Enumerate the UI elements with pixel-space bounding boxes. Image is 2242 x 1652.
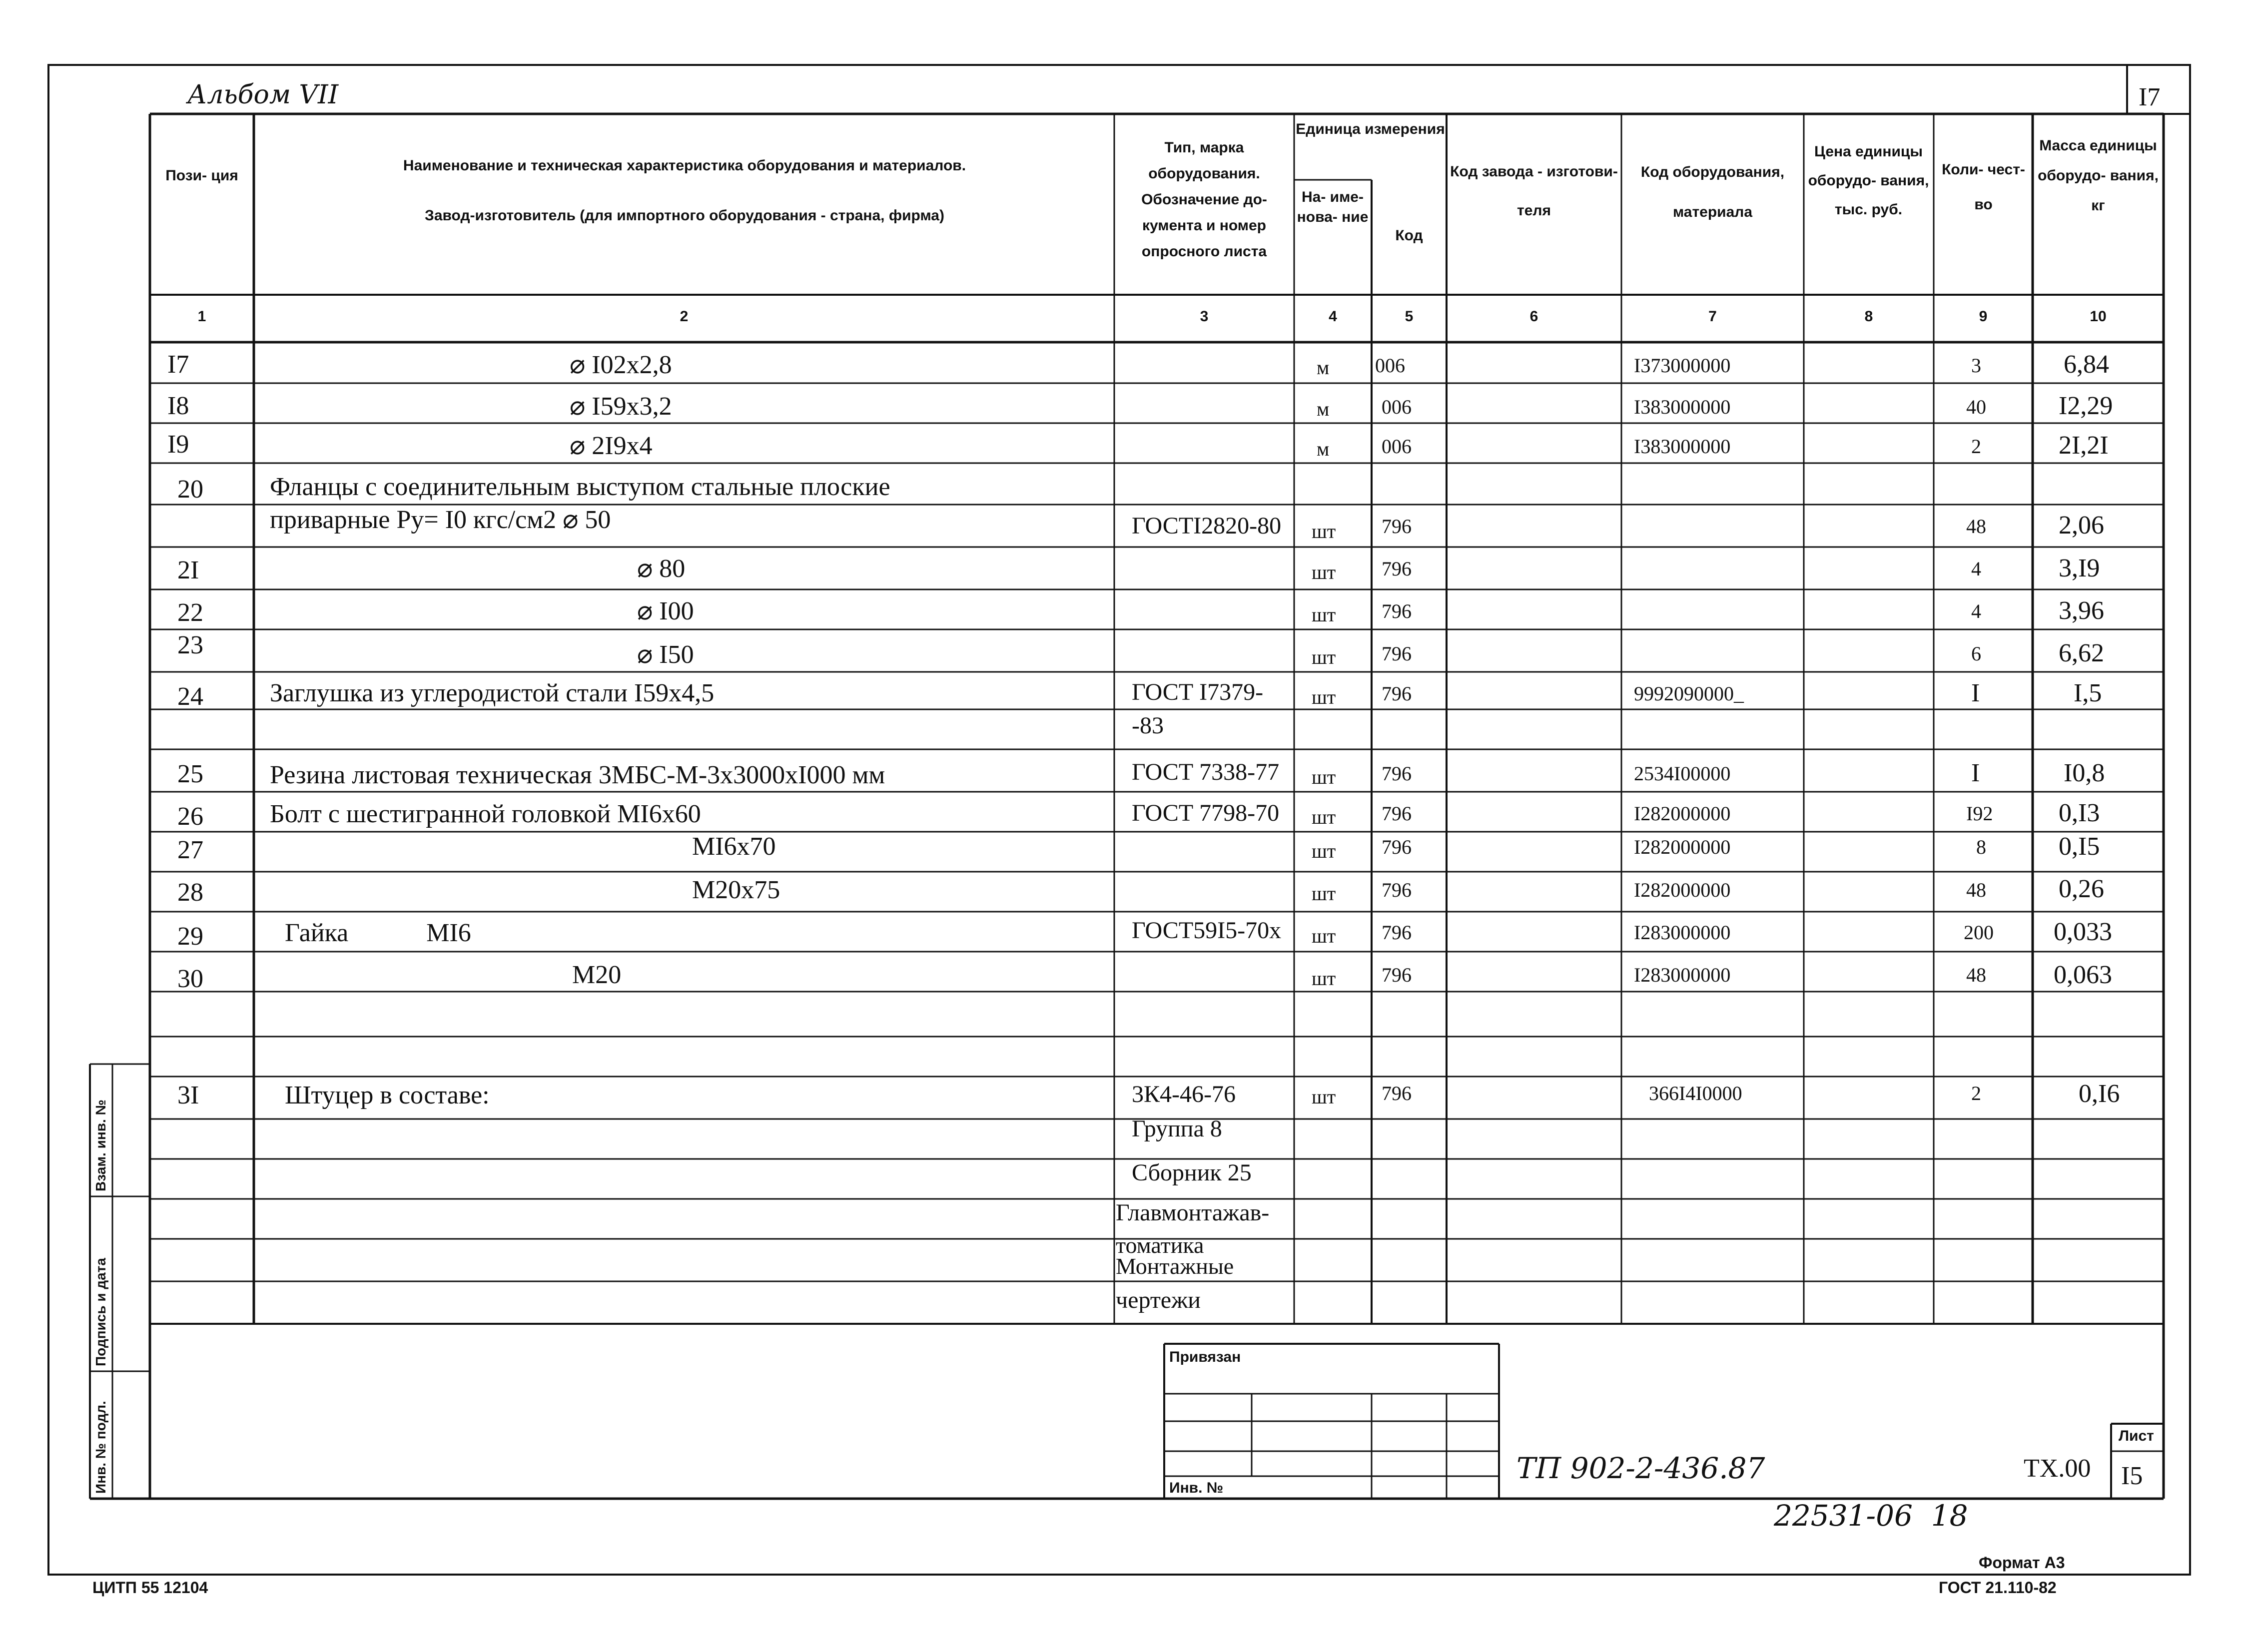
- row-unit-code: 796: [1382, 1082, 1412, 1104]
- row-unit: шт: [1312, 967, 1336, 990]
- stamp-linked-label: Привязан: [1169, 1349, 1241, 1365]
- row-unit-code: 796: [1382, 836, 1412, 858]
- row-unit: м: [1317, 438, 1330, 460]
- row-pos: 3I: [177, 1081, 199, 1109]
- row-qty: 4: [1971, 557, 1981, 580]
- row-mass: 6,84: [2064, 350, 2109, 379]
- row-pos: 30: [177, 965, 203, 993]
- row-name: Заглушка из углеродистой стали I59x4,5: [270, 679, 715, 707]
- header-col3: Тип, марка оборудования. Обозначение до- кумента и номер опросного листа: [1141, 139, 1267, 260]
- colnum-6: 6: [1529, 308, 1538, 325]
- format-label: Формат А3: [1979, 1554, 2065, 1572]
- row-unit: м: [1317, 356, 1330, 379]
- row-code: I282000000: [1634, 879, 1731, 901]
- row-unit-code: 796: [1382, 802, 1412, 825]
- row-pos: 20: [177, 475, 203, 504]
- row-unit-code: 796: [1382, 682, 1412, 705]
- row-qty: 200: [1964, 921, 1994, 944]
- row-mass: 0,26: [2059, 875, 2104, 903]
- row-qty: 48: [1966, 879, 1986, 901]
- row-mass: I,5: [2074, 679, 2102, 707]
- row-unit-code: 796: [1382, 921, 1412, 944]
- sidebar-replacement-inv: Взам. инв. №: [93, 1100, 108, 1191]
- header-col5: Код: [1395, 227, 1423, 244]
- row-mass: 0,I5: [2059, 832, 2100, 861]
- header-col10: Масса единицы оборудо- вания, кг: [2038, 137, 2159, 214]
- row-doc: чертежи: [1116, 1287, 1201, 1313]
- row-code: I283000000: [1634, 921, 1731, 944]
- album-label: Альбом VII: [187, 80, 339, 110]
- row-doc: ГОСТ59I5-70х: [1132, 917, 1282, 944]
- row-qty: 3: [1971, 354, 1981, 377]
- row-qty: 48: [1966, 515, 1986, 538]
- row-doc: ГОСТ 7798-70: [1132, 800, 1280, 826]
- row-code: I383000000: [1634, 435, 1731, 458]
- row-doc: ГОСТ 7338-77: [1132, 759, 1280, 785]
- row-qty: 4: [1971, 600, 1981, 622]
- row-mass: 3,96: [2059, 596, 2104, 625]
- row-qty: I: [1971, 679, 1980, 707]
- header-col2-line2: Завод-изготовитель (для импортного оборудования - страна, фирма): [425, 207, 944, 224]
- row-pos: I8: [167, 392, 189, 420]
- row-code: I283000000: [1634, 964, 1731, 986]
- top-sheet-number: I7: [2139, 83, 2161, 111]
- row-unit-code: 006: [1382, 435, 1412, 458]
- row-unit-code: 796: [1382, 964, 1412, 986]
- document-code: ТП 902-2-436.87: [1516, 1451, 1765, 1485]
- row-unit: шт: [1312, 561, 1336, 583]
- row-pos: I7: [167, 350, 189, 379]
- row-qty: 48: [1966, 964, 1986, 986]
- row-pos: 27: [177, 836, 203, 864]
- row-code: I373000000: [1634, 354, 1731, 377]
- row-unit: шт: [1312, 520, 1336, 543]
- row-qty: I92: [1966, 802, 1993, 825]
- row-unit-code: 006: [1375, 354, 1405, 377]
- row-pos: 2I: [177, 556, 199, 584]
- row-mass: I2,29: [2059, 392, 2113, 420]
- row-doc: Сборник 25: [1132, 1159, 1252, 1186]
- row-name: Гайка МI6: [285, 919, 471, 947]
- row-mass: 3,I9: [2059, 554, 2100, 582]
- row-unit-code: 796: [1382, 879, 1412, 901]
- row-code: I282000000: [1634, 802, 1731, 825]
- row-unit: шт: [1312, 686, 1336, 708]
- header-col6: Код завода - изготови- теля: [1450, 163, 1618, 219]
- row-pos: 22: [177, 598, 203, 627]
- row-unit: м: [1317, 398, 1330, 420]
- row-name: Штуцер в составе:: [285, 1081, 490, 1109]
- sidebar-inv-original: Инв. № подл.: [93, 1401, 108, 1494]
- row-name: ⌀ I02x2,8: [570, 351, 672, 379]
- row-name: МI6х70: [692, 832, 776, 861]
- header-unit-group: Единица измерения: [1296, 121, 1445, 137]
- row-name: приварные Ру= I0 кгс/см2 ⌀ 50: [270, 506, 611, 534]
- row-unit-code: 796: [1382, 515, 1412, 538]
- row-mass: 0,063: [2054, 961, 2112, 989]
- header-col4: На- име- нова- ние: [1297, 189, 1369, 225]
- row-doc: Главмонтажав-: [1116, 1199, 1270, 1226]
- row-unit: шт: [1312, 1086, 1336, 1108]
- section-code: ТХ.00: [2024, 1454, 2091, 1483]
- header-col2-line1: Наименование и техническая характеристика оборудования и материалов.: [403, 157, 966, 174]
- row-qty: 40: [1966, 396, 1986, 418]
- row-doc: Группа 8: [1132, 1115, 1222, 1142]
- row-qty: I: [1971, 759, 1980, 787]
- sheet-label: Лист: [2119, 1428, 2154, 1444]
- row-name: Фланцы с соединительным выступом стальные плоские: [270, 473, 890, 501]
- colnum-3: 3: [1200, 308, 1209, 325]
- archive-number: 22531-06 18: [1774, 1499, 1968, 1533]
- row-pos: 25: [177, 760, 203, 788]
- header-col8: Цена единицы оборудо- вания, тыс. руб.: [1808, 143, 1929, 218]
- colnum-5: 5: [1405, 308, 1414, 325]
- row-doc: томатика Монтажные: [1116, 1232, 1234, 1279]
- stamp-inv-label: Инв. №: [1169, 1480, 1224, 1496]
- row-pos: 29: [177, 922, 203, 951]
- row-qty: 8: [1976, 836, 1986, 858]
- row-name: ⌀ I59x3,2: [570, 392, 672, 421]
- row-code: 2534I00000: [1634, 762, 1731, 785]
- row-mass: 6,62: [2059, 639, 2104, 667]
- row-pos: 24: [177, 682, 203, 711]
- row-pos: 28: [177, 878, 203, 907]
- row-qty: 2: [1971, 1082, 1981, 1104]
- header-col1: Пози- ция: [165, 167, 238, 184]
- row-name: ⌀ 80: [637, 554, 686, 583]
- row-name: Болт с шестигранной головкой МI6х60: [270, 800, 701, 828]
- row-doc: ГОСТ I7379-: [1132, 679, 1264, 705]
- row-mass: 0,I3: [2059, 799, 2100, 827]
- colnum-1: 1: [197, 308, 206, 325]
- row-unit-code: 796: [1382, 557, 1412, 580]
- row-unit: шт: [1312, 806, 1336, 828]
- row-qty: 6: [1971, 642, 1981, 665]
- colnum-9: 9: [1979, 308, 1988, 325]
- colnum-4: 4: [1329, 308, 1337, 325]
- row-unit: шт: [1312, 925, 1336, 947]
- row-mass: 2I,2I: [2059, 431, 2109, 460]
- row-unit-code: 796: [1382, 600, 1412, 622]
- row-unit: шт: [1312, 882, 1336, 905]
- row-mass: I0,8: [2064, 759, 2105, 787]
- colnum-2: 2: [680, 308, 689, 325]
- row-mass: 0,I6: [2079, 1080, 2120, 1108]
- row-code: I383000000: [1634, 396, 1731, 418]
- gost-label: ГОСТ 21.110-82: [1939, 1579, 2057, 1597]
- row-unit: шт: [1312, 840, 1336, 862]
- row-code: 366I4I0000: [1649, 1082, 1742, 1104]
- colnum-8: 8: [1864, 308, 1873, 325]
- row-unit-code: 006: [1382, 396, 1412, 418]
- row-doc: 3К4-46-76: [1132, 1081, 1236, 1107]
- header-col7: Код оборудования, материала: [1640, 164, 1785, 220]
- citp-label: ЦИТП 55 12104: [92, 1579, 208, 1597]
- row-name: М20: [572, 961, 622, 989]
- row-name: Резина листовая техническая 3МБС-М-3х3000хI000 мм: [270, 761, 885, 789]
- row-name: ⌀ 2I9x4: [570, 432, 653, 460]
- row-pos: 26: [177, 802, 203, 831]
- row-qty: 2: [1971, 435, 1981, 458]
- row-name: ⌀ I50: [637, 640, 694, 669]
- row-code: I282000000: [1634, 836, 1731, 858]
- row-pos: 23: [177, 631, 203, 659]
- colnum-7: 7: [1708, 308, 1717, 325]
- row-pos: I9: [167, 430, 189, 459]
- row-unit: шт: [1312, 766, 1336, 788]
- row-doc: ГОСТI2820-80: [1132, 513, 1282, 539]
- row-unit-code: 796: [1382, 762, 1412, 785]
- row-name: ⌀ I00: [637, 597, 694, 625]
- row-doc: -83: [1132, 712, 1164, 739]
- row-name: М20х75: [692, 876, 780, 904]
- sidebar-signature-date: Подпись и дата: [93, 1258, 108, 1366]
- row-mass: 2,06: [2059, 511, 2104, 540]
- header-col9: Коли- чест- во: [1942, 161, 2025, 213]
- row-unit: шт: [1312, 646, 1336, 668]
- sheet-number: I5: [2121, 1462, 2143, 1490]
- row-mass: 0,033: [2054, 918, 2112, 946]
- row-code: 9992090000_: [1634, 682, 1744, 705]
- row-unit: шт: [1312, 603, 1336, 626]
- row-unit-code: 796: [1382, 642, 1412, 665]
- colnum-10: 10: [2090, 308, 2107, 325]
